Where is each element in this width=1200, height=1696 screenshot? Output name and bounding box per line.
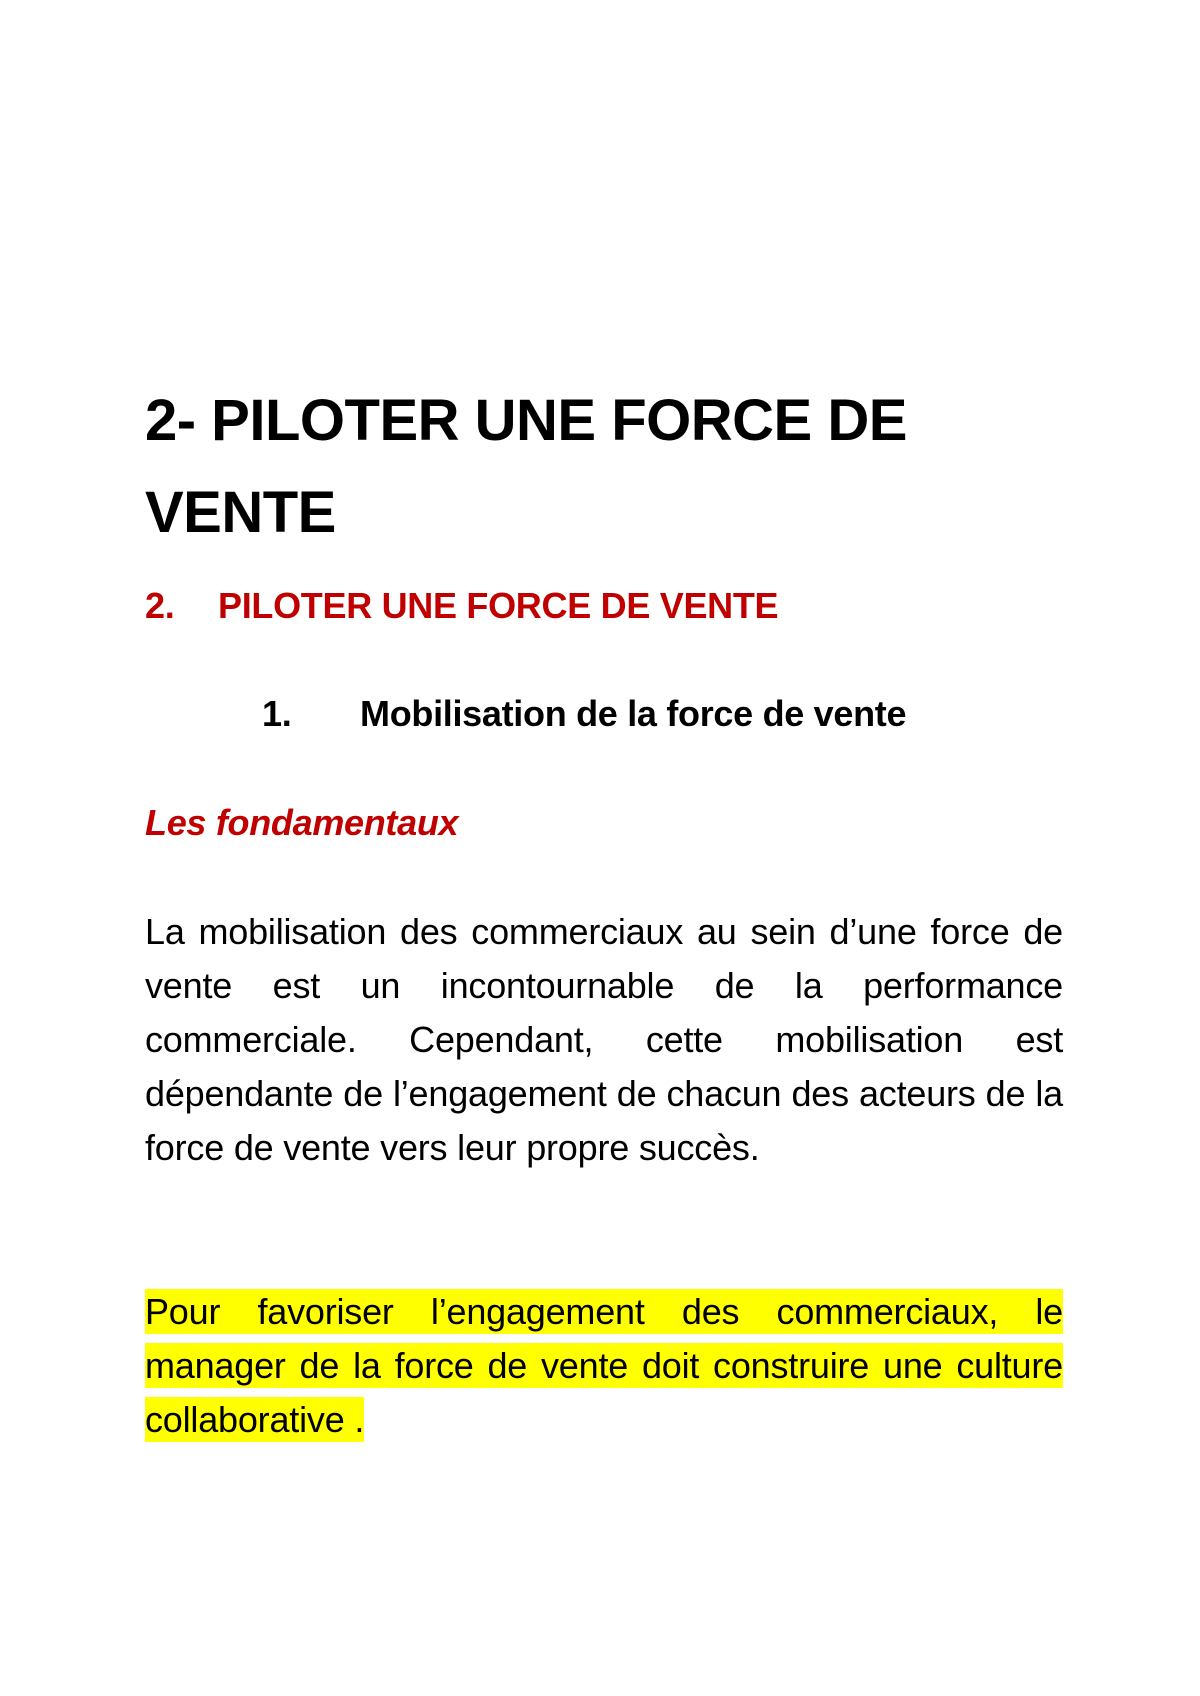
- subsection-label: Mobilisation de la force de vente: [360, 693, 907, 734]
- section-label: PILOTER UNE FORCE DE VENTE: [218, 585, 779, 626]
- paragraph-engagement: [145, 1285, 1063, 1447]
- subtitle-fondamentaux: Les fondamentaux: [145, 802, 459, 843]
- highlighted-text: Pour favoriser l’engagement des commerciaux, le manager de la force de vente doit construire une culture collaborative .: [145, 1291, 1063, 1440]
- document-title: 2- PILOTER UNE FORCE DE VENTE: [145, 388, 907, 545]
- subsection-heading: [262, 688, 906, 740]
- section-heading: [145, 580, 778, 632]
- section-number: 2.: [145, 585, 175, 626]
- paragraph-mobilisation: La mobilisation des commerciaux au sein d’une force de vente est un incontournable de la performance commerciale. Cependant, cette mobilisation est dépendante de l’engagement de chacun des acteurs de la force de vente vers leur propre succès.: [145, 911, 1063, 1168]
- subsection-number: 1.: [262, 693, 292, 734]
